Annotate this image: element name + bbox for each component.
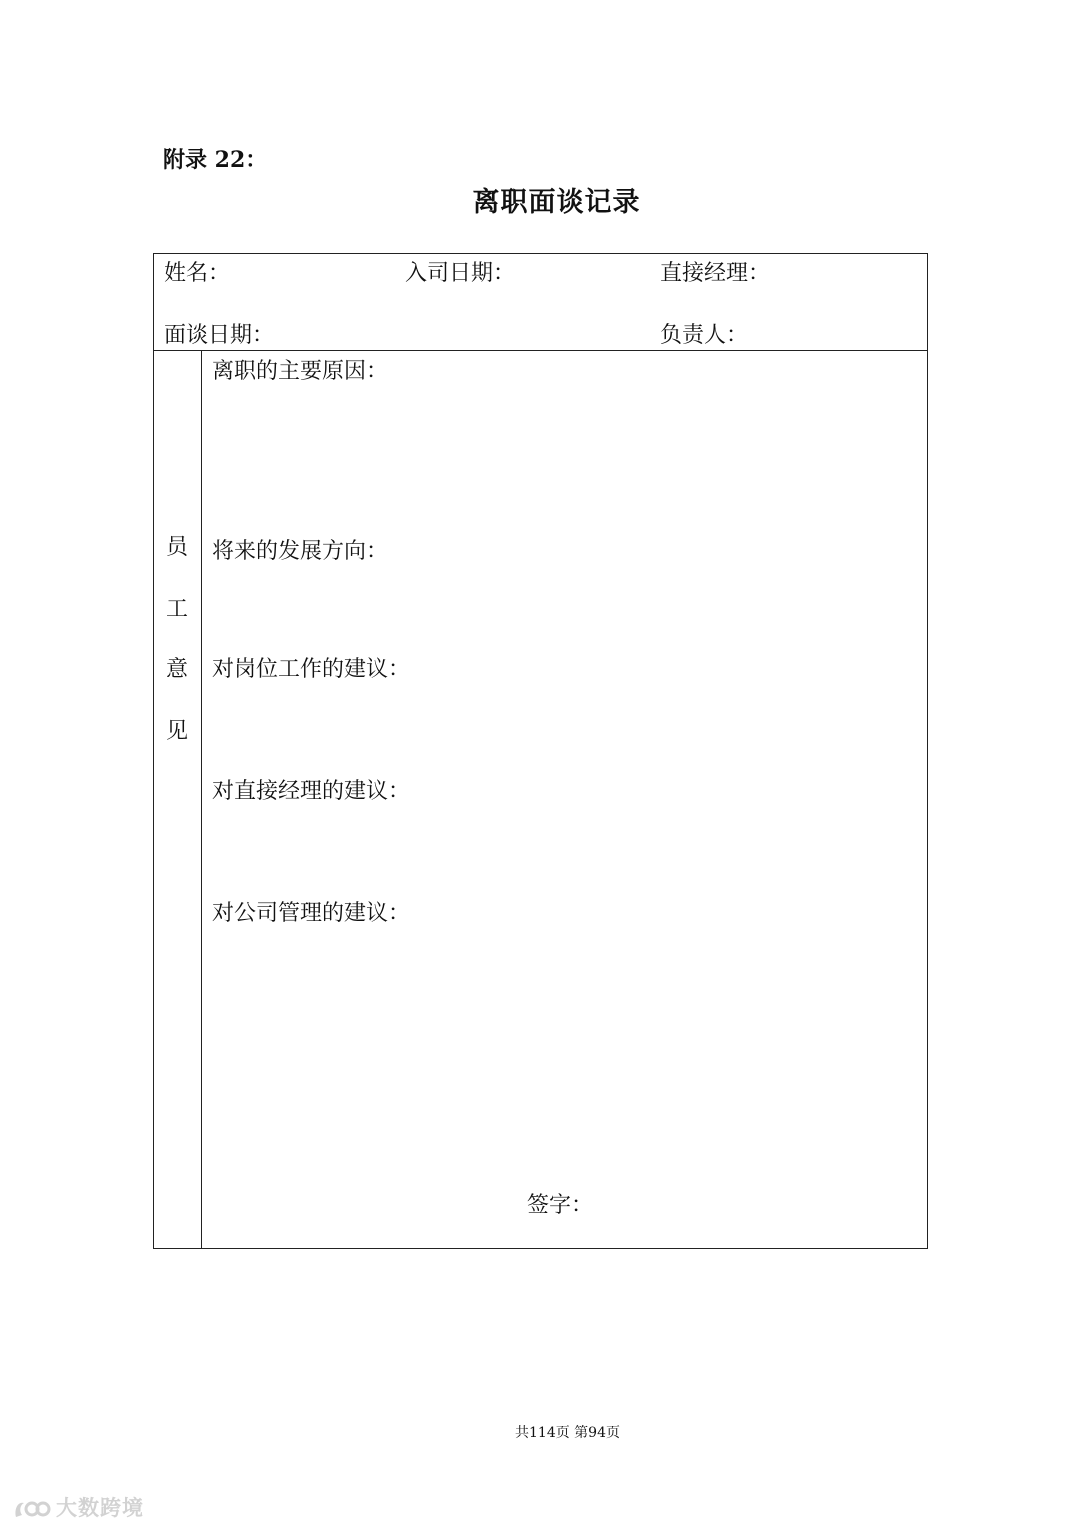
name-field-label: 姓名： [164, 261, 231, 286]
side-label-char: 工 [165, 597, 188, 622]
side-label-char: 意 [165, 657, 188, 682]
person-in-charge-field-label: 负责人： [660, 323, 749, 348]
appendix-label: 附录 22： [163, 147, 268, 173]
watermark-text: 大数跨境 [56, 1496, 144, 1520]
header-divider [154, 350, 927, 351]
watermark-logo-icon [12, 1497, 52, 1526]
main-reason-prompt: 离职的主要原因： [212, 359, 389, 384]
exit-interview-form [153, 253, 928, 1249]
interview-date-field-label: 面谈日期： [164, 323, 275, 348]
direct-manager-field-label: 直接经理： [660, 261, 771, 286]
company-management-suggestion-prompt: 对公司管理的建议： [212, 901, 411, 926]
side-label-char: 见 [165, 719, 188, 744]
document-title: 离职面谈记录 [472, 187, 641, 218]
signature-label: 签字： [527, 1193, 594, 1218]
side-column-divider [201, 350, 202, 1248]
position-suggestion-prompt: 对岗位工作的建议： [212, 657, 411, 682]
join-date-field-label: 入司日期： [405, 261, 516, 286]
manager-suggestion-prompt: 对直接经理的建议： [212, 779, 411, 804]
watermark [12, 1492, 144, 1526]
page-number: 共114页 第94页 [515, 1425, 620, 1441]
side-label-char: 员 [165, 535, 188, 560]
future-direction-prompt: 将来的发展方向： [212, 539, 389, 564]
